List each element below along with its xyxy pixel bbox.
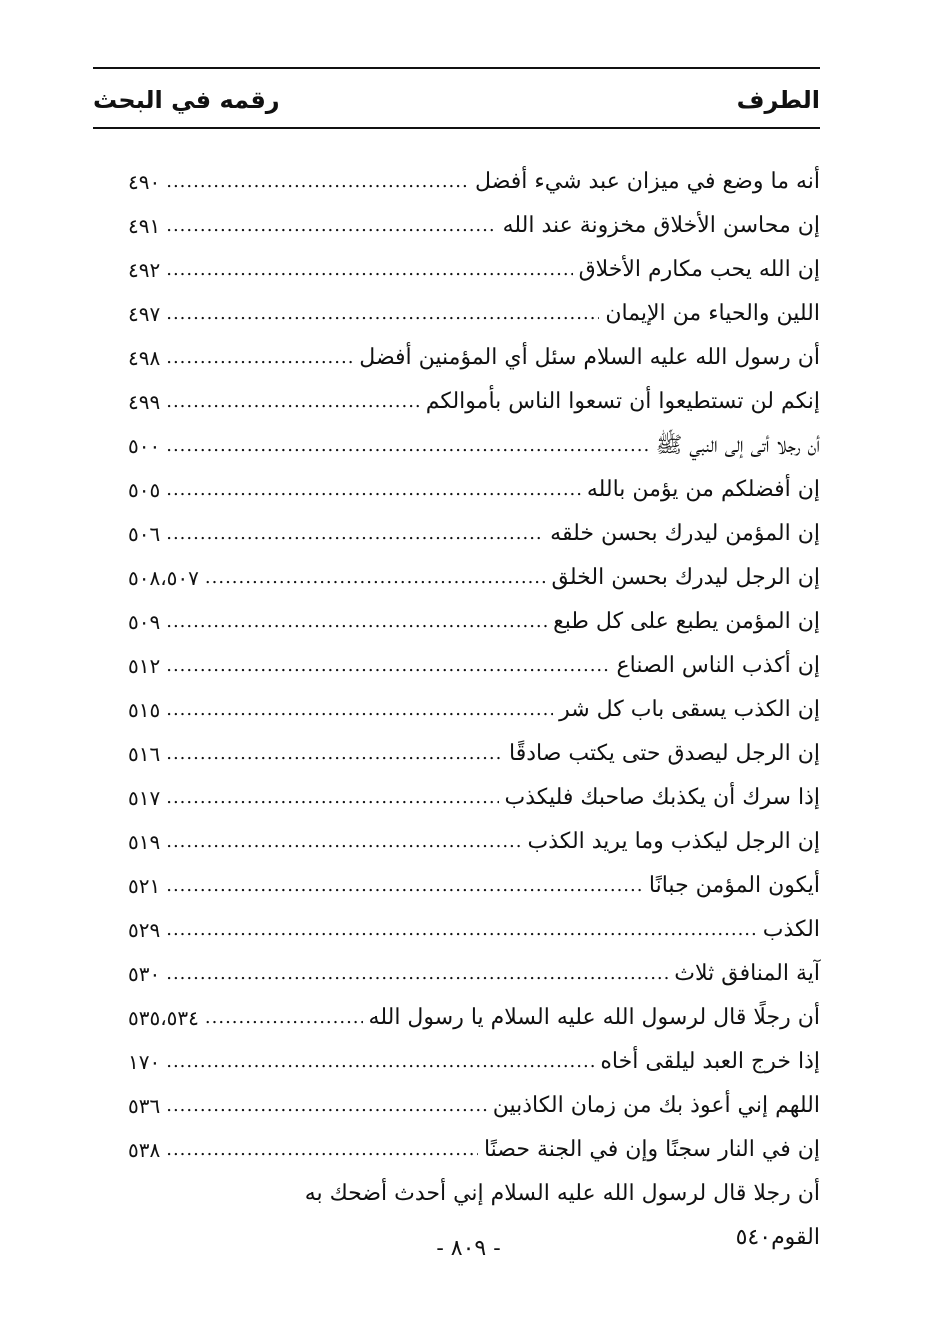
entry-title: إن الرجل ليصدق حتى يكتب صادقًا (509, 741, 820, 766)
leader-dots (166, 512, 544, 556)
entry-title: إن أكذب الناس الصناع (616, 653, 820, 678)
entry-title: إذا خرج العبد ليلقى أخاه (600, 1049, 820, 1074)
entry-page: ٥٣٥،٥٣٤ (128, 1006, 199, 1030)
entry-title: اللين والحياء من الإيمان (605, 301, 820, 326)
entry-page: ٥٣٦ (128, 1094, 161, 1118)
entry-title: إذا سرك أن يكذبك صاحبك فليكذب (504, 785, 820, 810)
leader-dots (166, 292, 599, 336)
header-top-rule (93, 67, 820, 69)
entry-page: ٤٩٢ (128, 258, 161, 282)
index-entry (128, 468, 820, 512)
index-entry (128, 248, 820, 292)
leader-dots (166, 864, 643, 908)
leader-dots (166, 644, 610, 688)
leader-dots (166, 1128, 478, 1172)
header-title-right: الطرف (736, 86, 820, 114)
index-entry (128, 600, 820, 644)
page-number: - ٨٠٩ - (436, 1236, 501, 1261)
index-entry (128, 732, 820, 776)
leader-dots (166, 908, 757, 952)
index-entry (128, 644, 820, 688)
index-entry (128, 908, 820, 952)
leader-dots (166, 380, 419, 424)
entry-title: إن المؤمن يطبع على كل طبع (553, 609, 820, 634)
entry-page: ٥١٥ (128, 698, 161, 722)
index-entry (128, 424, 820, 468)
leader-dots (166, 424, 649, 468)
entry-title: أن رجلًا قال لرسول الله عليه السلام يا رسول الله (368, 1005, 820, 1030)
index-entry (128, 336, 820, 380)
index-header (93, 78, 820, 122)
entry-title: أيكون المؤمن جبانًا (648, 873, 820, 898)
entry-title: أنه ما وضع في ميزان عبد شيء أفضل (475, 169, 820, 194)
index-entries (128, 160, 820, 1260)
entry-page: ٥٠٨،٥٠٧ (128, 566, 199, 590)
leader-dots (166, 1084, 487, 1128)
entry-title: اللهم إني أعوذ بك من زمان الكاذبين (492, 1093, 820, 1118)
leader-dots (166, 732, 503, 776)
index-entry (128, 776, 820, 820)
index-entry (128, 688, 820, 732)
entry-page: ٤٩١ (128, 214, 161, 238)
leader-dots (166, 820, 521, 864)
entry-page: ٤٩٨ (128, 346, 161, 370)
entry-page: ٥١٩ (128, 830, 161, 854)
entry-page: ٥٠٥ (128, 478, 161, 502)
leader-dots (166, 248, 572, 292)
index-entry (128, 952, 820, 996)
leader-dots (205, 556, 546, 600)
entry-title: الكذب (762, 917, 820, 942)
entry-title: أن رجلا أتى إلى النبي ﷺ (655, 433, 820, 458)
entry-title: آية المنافق ثلاث (674, 961, 820, 986)
index-entry (128, 1084, 820, 1128)
index-entry (128, 160, 820, 204)
entry-title: إن المؤمن ليدرك بحسن خلقه (550, 521, 820, 546)
leader-dots (166, 776, 498, 820)
entry-page: ٥١٢ (128, 654, 161, 678)
index-entry (128, 996, 820, 1040)
entry-page: ٥٠٦ (128, 522, 161, 546)
index-entry (128, 864, 820, 908)
entry-title-line2: القوم (771, 1225, 820, 1250)
entry-page: ١٧٠ (128, 1050, 161, 1074)
entry-page: ٥١٦ (128, 742, 161, 766)
entry-title: إن الله يحب مكارم الأخلاق (578, 257, 820, 282)
entry-page: ٤٩٩ (128, 390, 161, 414)
leader-dots (166, 600, 547, 644)
entry-page: ٤٩٧ (128, 302, 161, 326)
entry-page: ٥٣٨ (128, 1138, 161, 1162)
header-title-left: رقمه في البحث (93, 86, 280, 114)
leader-dots (166, 336, 353, 380)
entry-title: إن محاسن الأخلاق مخزونة عند الله (502, 213, 820, 238)
index-entry (128, 556, 820, 600)
entry-page: ٤٩٠ (128, 170, 161, 194)
index-entry (128, 820, 820, 864)
leader-dots (205, 996, 363, 1040)
entry-title: إن الرجل ليكذب وما يريد الكذب (527, 829, 820, 854)
entry-title: إن الكذب يسقى باب كل شر (559, 697, 820, 722)
entry-page: ٥٢٩ (128, 918, 161, 942)
leader-dots (166, 468, 581, 512)
entry-page: ٥٠٠ (128, 434, 161, 458)
entry-title-line1: أن رجلا قال لرسول الله عليه السلام إني أحدث أضحك به (304, 1181, 820, 1206)
entry-title: إن في النار سجنًا وإن في الجنة حصنًا (483, 1137, 820, 1162)
entry-title: إنكم لن تستطيعوا أن تسعوا الناس بأموالكم (425, 389, 820, 414)
entry-title: إن الرجل ليدرك بحسن الخلق (551, 565, 820, 590)
entry-title: إن أفضلكم من يؤمن بالله (586, 477, 820, 502)
index-entry (128, 1040, 820, 1084)
header-bottom-rule (93, 127, 820, 129)
leader-dots (166, 952, 668, 996)
entry-page: ٥٤٠ (735, 1225, 772, 1250)
index-entry (128, 512, 820, 556)
index-entry (128, 1128, 820, 1172)
index-entry (128, 204, 820, 248)
entry-page: ٥٢١ (128, 874, 161, 898)
leader-dots (166, 688, 553, 732)
entry-page: ٥١٧ (128, 786, 161, 810)
leader-dots (166, 1040, 594, 1084)
entry-page: ٥٠٩ (128, 610, 161, 634)
index-entry (128, 292, 820, 336)
entry-page: ٥٣٠ (128, 962, 161, 986)
entry-title: أن رسول الله عليه السلام سئل أي المؤمنين أفضل (359, 345, 820, 370)
index-entry (128, 380, 820, 424)
leader-dots (166, 204, 496, 248)
leader-dots (166, 160, 469, 204)
